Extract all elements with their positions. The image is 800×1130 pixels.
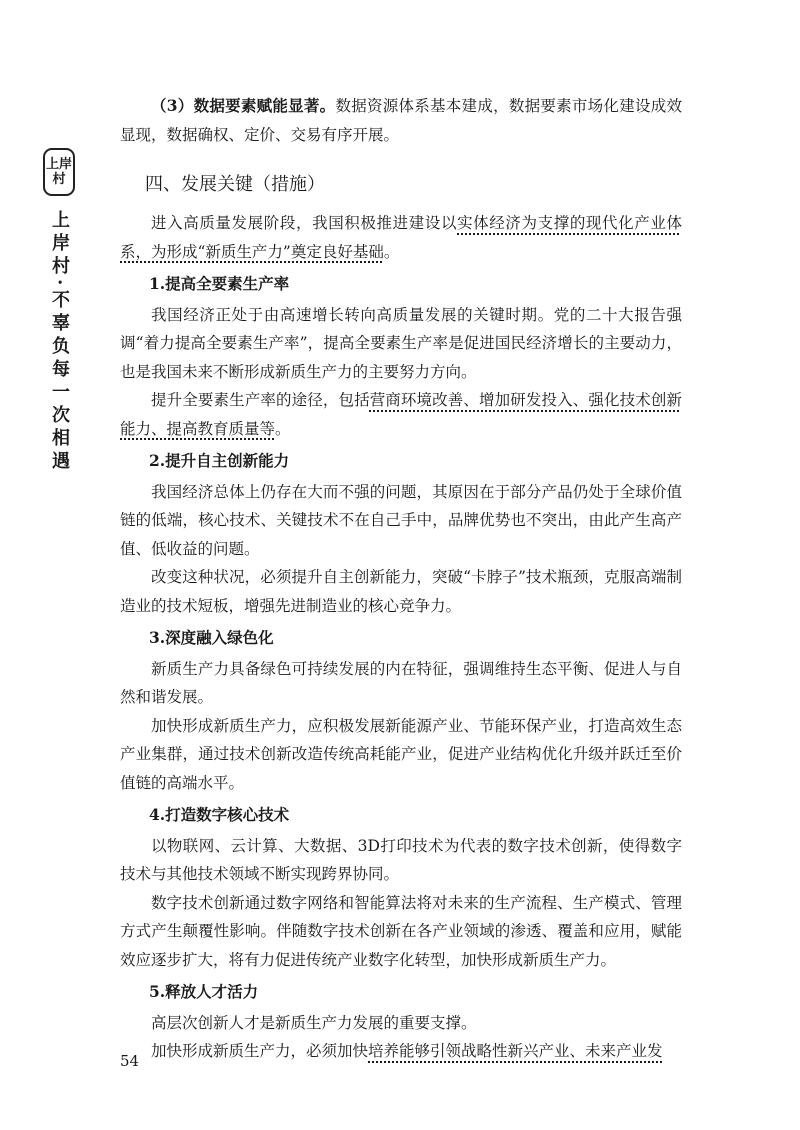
- s1-p2-emphasis: 营商环境改善、增加研发投入、强化技术创新能力、提高教育质量等: [120, 391, 682, 438]
- s4-paragraph-2: 数字技术创新通过数字网络和智能算法将对未来的生产流程、生产模式、管理方式产生颠覆性影响。伴随数字技术创新在各产业领域的渗透、覆盖和应用，赋能效应逐步扩大，将有力促进传统产业数字化转型，加快形成新质生产力。: [120, 893, 682, 969]
- seal-top-text: 上岸: [45, 157, 72, 172]
- page-number: 54: [120, 1052, 140, 1070]
- paragraph-lead: （3）数据要素赋能显著。: [151, 96, 336, 115]
- s5-paragraph-1: 高层次创新人才是新质生产力发展的重要支撑。: [151, 1013, 477, 1032]
- paragraph-data-elements: [120, 92, 682, 149]
- sidebar: [42, 148, 76, 474]
- s2-paragraph-2: 改变这种状况，必须提升自主创新能力，突破“卡脖子”技术瓶颈，克服高端制造业的技术短板，增强先进制造业的核心竞争力。: [120, 568, 682, 615]
- page-body: [120, 92, 682, 1066]
- s5-paragraph-2: [120, 1037, 682, 1066]
- seal-logo: [43, 148, 75, 196]
- s4-paragraph-1: 以物联网、云计算、大数据、3D打印技术为代表的数字技术创新，使得数字技术与其他技术领域不断实现跨界协同。: [120, 836, 682, 883]
- s1-p2-end: 。: [275, 419, 291, 438]
- subsection-title-1: 1.提高全要素生产率: [149, 274, 290, 293]
- section-intro: [120, 209, 682, 266]
- subsection-title-4: 4.打造数字核心技术: [149, 805, 290, 824]
- s3-paragraph-1: 新质生产力具备绿色可持续发展的内在特征，强调维持生态平衡、促进人与自然和谐发展。: [120, 659, 682, 706]
- paragraph-text: 数据资源体系基本建成，数据要素市场化建设成效显现，数据确权、定价、交易有序开展。: [120, 97, 682, 144]
- intro-text: 进入高质量发展阶段，我国积极推进建设以: [151, 214, 458, 232]
- s1-p2-text: 提升全要素生产率的途径，包括: [151, 391, 370, 409]
- s5-p2-text: 加快形成新质生产力，必须加快: [151, 1042, 369, 1060]
- s5-p2-emphasis: 培养能够引领战略性新兴产业、未来产业发: [368, 1042, 663, 1060]
- intro-end: 。: [383, 242, 400, 261]
- s1-paragraph-2: [120, 386, 682, 443]
- s3-paragraph-2: 加快形成新质生产力，应积极发展新能源产业、节能环保产业，打造高效生态产业集群，通过技术创新改造传统高耗能产业，促进产业结构优化升级并跃迁至价值链的高端水平。: [120, 716, 682, 792]
- seal-bottom-text: 村: [52, 172, 66, 187]
- s2-paragraph-1: 我国经济总体上仍存在大而不强的问题，其原因在于部分产品仍处于全球价值链的低端，核心技术、关键技术不在自己手中，品牌优势也不突出，由此产生高产值、低收益的问题。: [120, 482, 682, 558]
- intro-emphasis: 实体经济为支撑的现代化产业体系，为形成“新质生产力”奠定良好基础: [120, 214, 682, 261]
- subsection-title-5: 5.释放人才活力: [149, 982, 259, 1001]
- subsection-title-2: 2.提升自主创新能力: [149, 451, 290, 470]
- vertical-title: 上岸村·不辜负每一次相遇: [49, 210, 70, 475]
- section-heading: 四、发展关键（措施）: [145, 174, 325, 195]
- subsection-title-3: 3.深度融入绿色化: [149, 628, 274, 647]
- s1-paragraph-1: 我国经济正处于由高速增长转向高质量发展的关键时期。党的二十大报告强调“着力提高全要素生产率”，提高全要素生产率是促进国民经济增长的主要动力，也是我国未来不断形成新质生产力的主要努力方向。: [120, 305, 682, 381]
